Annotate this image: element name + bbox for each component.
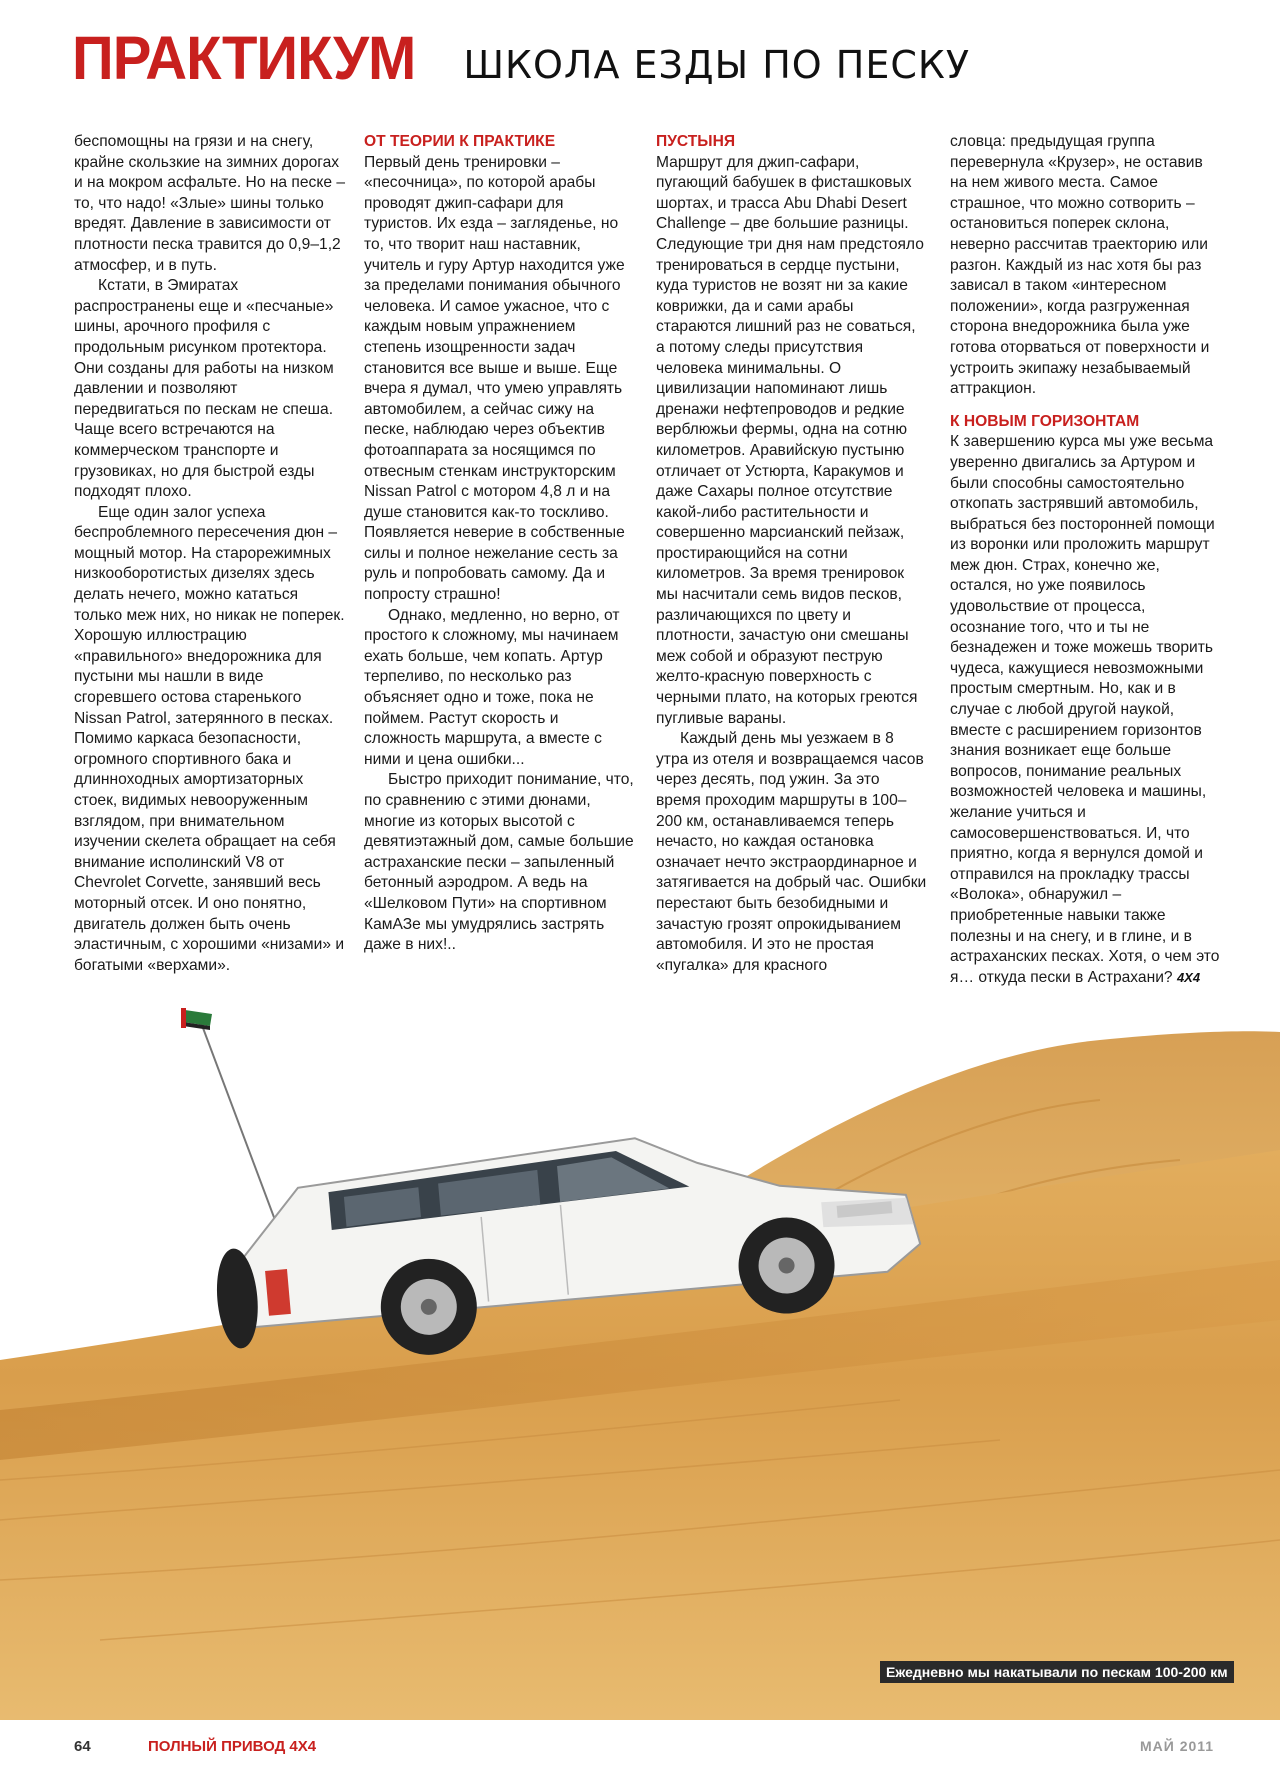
paragraph: Еще один залог успеха беспроблемного пересечения дюн – мощный мотор. На старорежимных низкооборотистых дизелях здесь делать нечего, можно кататься только меж них, но никак не поперек. Хорошую иллюстрацию «правильного» внедорожника для пустыни мы нашли в виде сгоревшего остова старенького Nissan Patrol, затерянного в песках. Помимо каркаса безопасности, огромного спортивного бака и длинноходных амортизаторных стоек, видимых невооруженным взглядом, при внимательном изучении скелета обращает на себя внимание исполинский V8 от Chevrolet Corvette, занявший весь моторный отсек. И оно понятно, двигатель должен быть очень эластичным, с хорошими «низами» и богатыми «верхами».: [74, 503, 345, 974]
column-1: [74, 132, 346, 976]
desert-photo-illustration: [0, 1000, 1280, 1720]
rubric-title: ПРАКТИКУМ: [72, 24, 416, 93]
desert-photo: [0, 1000, 1280, 1720]
paragraph: словца: предыдущая группа перевернула «Крузер», не оставив на нем живого места. Самое страшное, что можно сотворить – остановиться поперек склона, неверно рассчитав траекторию или разгон. Каждый из нас хотя бы раз зависал в таком «интересном положении», когда разгруженная сторона внедорожника была уже готова оторваться от поверхности и устроить экипажу незабываемый аттракцион.: [950, 133, 1210, 398]
paragraph: Каждый день мы уезжаем в 8 утра из отеля и возвращаемся часов через десять, под ужин. За это время проходим маршруты в 100–200 км, останавливаемся теперь нечасто, но каждая остановка означает нечто экстраординарное и затягивается на добрый час. Ошибки перестают быть безобидными и зачастую грозят опрокидыванием автомобиля. И это не простая «пугалка» для красного: [656, 730, 927, 974]
end-mark: 4X4: [1176, 969, 1201, 985]
paragraph: Быстро приходит понимание, что, по сравнению с этими дюнами, многие из которых высотой с девятиэтажный дом, самые большие астраханские пески – запыленный бетонный аэродром. А ведь на «Шелковом Пути» на спортивном КамАЗе мы умудрялись застрять даже в них!..: [364, 771, 634, 954]
article-body: [74, 132, 1224, 986]
section-heading: К НОВЫМ ГОРИЗОНТАМ: [950, 412, 1140, 430]
paragraph: Маршрут для джип-сафари, пугающий бабушек в фисташковых шортах, и трасса Abu Dhabi Desert Challenge – две большие разницы. Следующие три дня нам предстояло тренироваться в сердце пустыни, куда туристов не возят ни за какие коврижки, да и сами арабы стараются лишний раз не соваться, а потому следы присутствия человека минимальны. О цивилизации напоминают лишь дренажи нефтепроводов и редкие верблюжьи фермы, одна на сотню километров. Аравийскую пустыню отличает от Устюрта, Каракумов и даже Сахары полное отсутствие какой-либо растительности и совершенно марсианский пейзаж, простирающийся на сотни километров. За время тренировок мы насчитали семь видов песков, различающихся по цвету и плотности, зачастую они смешаны меж собой и образуют пеструю желто-красную поверхность с черными плато, на которых греются пугливые вараны.: [656, 153, 924, 727]
paragraph: [950, 432, 1222, 988]
paragraph: Первый день тренировки – «песочница», по которой арабы проводят джип-сафари для туристов. Их езда – загляденье, но то, что творит наш наставник, учитель и гуру Артур находится уже за пределами понимания обычного человека. И самое ужасное, что с каждым новым упражнением степень изощренности задач становится все выше и выше. Еще вчера я думал, что умею управлять автомобилем, а сейчас сижу на песке, наблюдаю через объектив фотоаппарата за носящимся по отвесным стенкам инструкторским Nissan Patrol с мотором 4,8 л и на душе становится как-то тоскливо. Появляется неверие в собственные силы и полное нежелание сесть за руль и попробовать самому. Да и попросту страшно!: [364, 153, 625, 604]
column-3: [656, 132, 928, 976]
issue-date: МАЙ 2011: [1140, 1738, 1215, 1754]
paragraph: беспомощны на грязи и на снегу, крайне скользкие на зимних дорогах и на мокром асфальте. Но на песке – то, что надо! «Злые» шины только вредят. Давление в зависимости от плотности песка травится до 0,9–1,2 атмосфер, и в путь.: [74, 133, 346, 274]
column-4: [950, 132, 1222, 988]
page-header: [72, 18, 971, 93]
paragraph: Однако, медленно, но верно, от простого к сложному, мы начинаем ехать больше, чем копать. Артур терпеливо, по несколько раз объясняет одно и тоже, пока не поймем. Растут скорость и сложность маршрута, а вместе с ними и цена ошибки...: [364, 606, 620, 768]
page-footer: [0, 1738, 1280, 1768]
paragraph-text: К завершению курса мы уже весьма уверенно двигались за Артуром и были способны самостоятельно откопать застрявший автомобиль, выбраться без посторонней помощи из воронки или проложить маршрут меж дюн. Страх, конечно же, остался, но уже появилось удовольствие от процесса, осознание того, что и ты не безнадежен и тоже можешь творить чудеса, кажущиеся невозможными простым смертным. Но, как и в случае с любой другой наукой, вместе с расширением горизонтов знания возникает еще больше вопросов, понимание реальных возможностей человека и машины, желание учиться и самосовершенствоваться. И, что приятно, когда я вернулся домой и отправился на прокладку трассы «Волока», обнаружил – приобретенные навыки также полезны и на снегу, и в глине, и в астраханских песках. Хотя, о чем это я… откуда пески в Астрахани?: [950, 433, 1220, 986]
photo-caption: Ежедневно мы накатывали по пескам 100-200 км: [880, 1661, 1234, 1683]
section-heading: ПУСТЫНЯ: [656, 133, 736, 150]
magazine-name: ПОЛНЫЙ ПРИВОД 4Х4: [148, 1738, 317, 1755]
column-2: [364, 132, 636, 956]
paragraph: Кстати, в Эмиратах распространены еще и «песчаные» шины, арочного профиля с продольным рисунком протектора. Они созданы для работы на низком давлении и позволяют передвигаться по пескам не спеша. Чаще всего встречаются на коммерческом транспорте и грузовиках, но для быстрой езды подходят плохо.: [74, 277, 334, 501]
page-number: 64: [74, 1738, 91, 1755]
section-heading: ОТ ТЕОРИИ К ПРАКТИКЕ: [364, 133, 556, 150]
article-subtitle: ШКОЛА ЕЗДЫ ПО ПЕСКУ: [463, 43, 971, 87]
